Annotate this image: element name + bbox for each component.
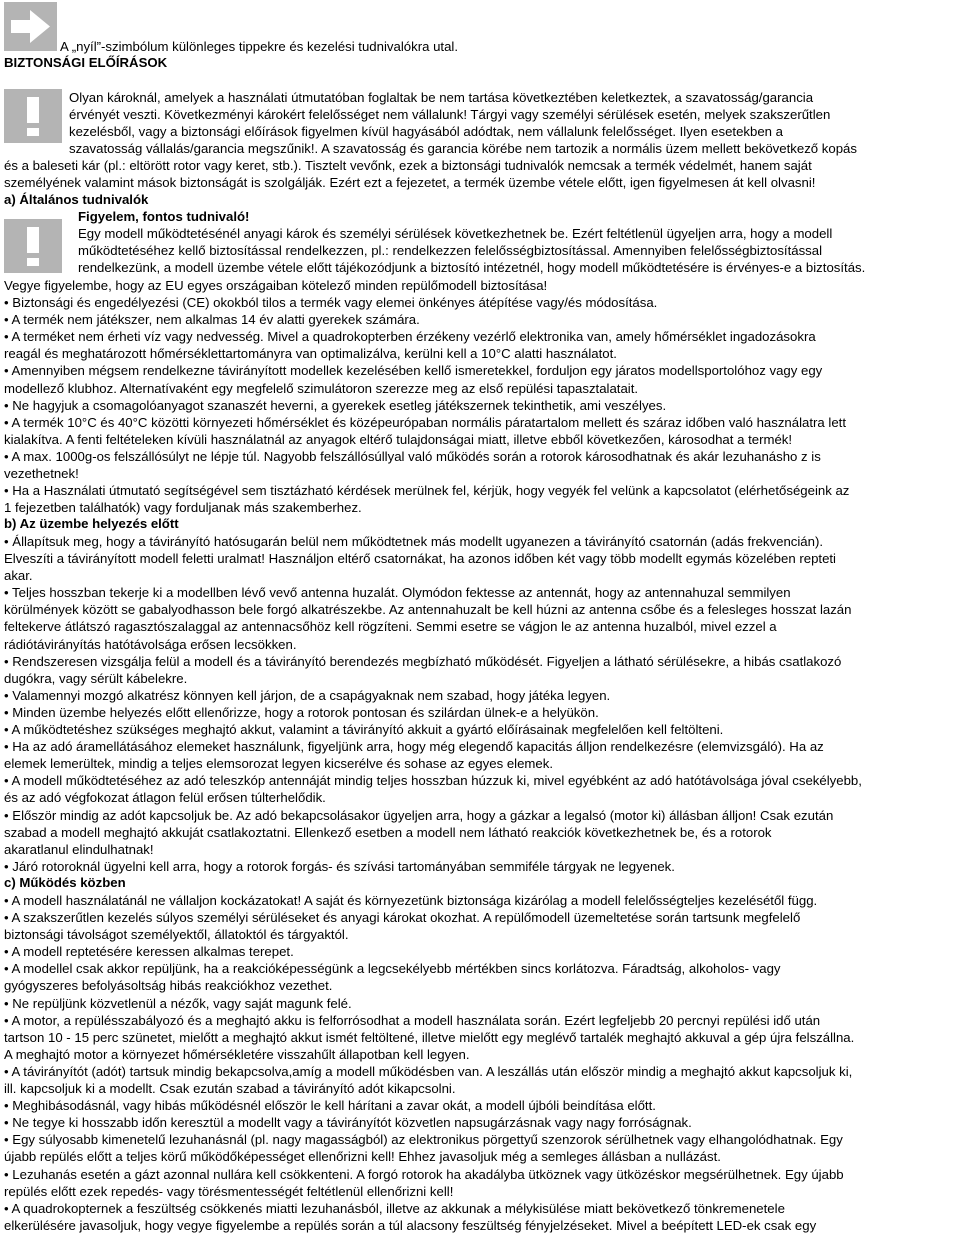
text-line: • Amennyiben mégsem rendelkezne távirányított modellek kezelésében kellő ismeretekkel, forduljon egy járatos modellsportolóhoz vagy egy	[4, 363, 823, 379]
text-line: • A terméket nem érheti víz vagy nedvesség. Mivel a quadrokopterben érzékeny vezérlő elektronika van, amely hőmérséklet ingadozásokra	[4, 329, 816, 345]
section-heading-safety: BIZTONSÁGI ELŐÍRÁSOK	[4, 55, 168, 70]
warning-text-line: érvényét veszti. Következményi károkért felelősséget nem vállalunk! Tárgyi vagy személyi sérülések esetén, melyek szakszerűtlen	[69, 107, 831, 122]
text-block-1	[4, 277, 956, 516]
arrow-icon	[4, 2, 57, 51]
text-line: • A modell működtetéséhez az adó teleszkóp antennáját mindig teljes hosszban húzzuk ki, mivel egyébként az adó hatótávolsága jóval csekélyebb,	[4, 773, 862, 789]
text-line: • A távirányítót (adót) tartsuk mindig bekapcsolva,amíg a modell működésben van. A leszállás után először mindig a meghajtó akkut kapcsoljuk ki,	[4, 1063, 853, 1079]
text-line: • Állapítsuk meg, hogy a távirányító hatósugarán belül nem működtetnek más modellt ugyanezen a távirányító csatornán (adás frekvencián).	[4, 534, 824, 549]
text-line: rádiótávirányítás hatótávolsága erősen lecsökken.	[4, 636, 297, 652]
text-line: • A modell reptetésére keressen alkalmas terepet.	[4, 944, 294, 960]
section-heading-c: c) Működés közben	[4, 875, 126, 890]
warning-text-line: szavatosság vállalás/garancia megszűnik!. A szavatosság és garancia körébe nem tartozik a normális üzem mellett bekövetkező kopás	[69, 141, 857, 156]
text-line: • Biztonsági és engedélyezési (CE) okokból tilos a termék vagy elemei önkényes átépítése vagy/és módosítása.	[4, 295, 658, 311]
notice-text-line: Egy modell működtetésénél anyagi károk és személyi sérülések következhetnek be. Ezért feltétlenül ügyeljen arra, hogy a modell	[78, 226, 833, 241]
text-line: körülmények között se gabalyodhasson bele forgó alkatrészekbe. Az antennahuzalt be kell húzni az antenna csőbe és a felesleges hosszat lazán	[4, 602, 852, 618]
text-line: • A szakszerűtlen kezelés súlyos személyi sérüléseket és anyagi károkat okozhat. A repülőmodell üzemeltetése során tartsunk megfelelő	[4, 910, 801, 926]
warning-icon	[4, 219, 62, 273]
text-line: • Ne tegye ki hosszabb időn keresztül a modellt vagy a távirányítót közvetlen napsugárzásnak vagy nagy forróságnak.	[4, 1115, 692, 1131]
warning-text-line: személyének valamint mások biztonságát is szolgálják. Ezért ezt a fejezetet, a termék üzembe vétele előtt, igen figyelmesen át kell olvasni!	[4, 175, 816, 190]
text-line: • A quadrokopternek a feszültség csökkenés miatti lezuhanásból, illetve az akkunak a mélykisülése miatt bekövetkező tönkremenetele	[4, 1200, 785, 1216]
text-line: kialakítva. A fenti feltételeken kívüli használatnál az anyagok eltérő tulajdonságai miatt, illetve ebből következően, károsodhat a termék!	[4, 431, 793, 447]
text-line: • Teljes hosszban tekerje ki a modellben lévő vevő antenna huzalát. Olymódon fektesse az antennát, hogy az antennahuzal semmilyen	[4, 585, 791, 601]
text-line: Elveszíti a távirányított modell feletti uralmat! Használjon eltérő csatornákat, ha azonos időben két vagy több modellt egymás közelében repteti	[4, 551, 836, 567]
text-line: • Lezuhanás esetén a gázt azonnal nullára kell csökkenteni. A forgó rotorok ha akadályba ütköznek vagy ütközéskor megsérülhetnek. Egy újabb	[4, 1166, 844, 1182]
notice-text-line: működtetéséhez kellő biztosítással rendelkezzen, pl.: rendelkezzen felelősségbiztosítással. Amennyiben felelősségbiztosítással	[78, 243, 823, 258]
text-line: és az adó végfokozat átlagon felül erősen túlterhelődik.	[4, 790, 326, 806]
text-line: elkerülésére javasoljuk, hogy vegye figyelembe a repülés során a túl alacsony feszültség fényjelzéseket. Mivel a beépített LED-ek csak egy	[4, 1217, 817, 1233]
text-line: • A modellel csak akkor repüljünk, ha a reakcióképességünk a legcsekélyebb mértékben sincs korlátozva. Fáradtság, alkoholos- vagy	[4, 961, 781, 977]
text-line: 1 fejezetben találhatók) vagy forduljanak más szakemberhez.	[4, 500, 362, 516]
text-line: • A motor, a repülésszabályozó és a meghajtó akku is felforrósodhat a modell használata során. Ezért legfeljebb 20 percnyi repülési idő után	[4, 1012, 821, 1028]
text-line: • A termék 10°C és 40°C közötti környezeti hőmérséklet és középeurópaban normális páratartalom mellett és száraz időben való használatra lett	[4, 414, 847, 430]
text-line: • Ne hagyjuk a csomagolóanyagot szanaszét heverni, a gyerekek esetleg játékszernek tekinthetik, ami veszélyes.	[4, 397, 667, 413]
text-line: tartson 10 - 15 perc szünetet, mielőtt a meghajtó akkut ismét feltöltené, illetve mielőtt egy meglévő tartalék meghajtó akkuval a gép újra felszállna.	[4, 1029, 855, 1045]
text-line: • Rendszeresen vizsgálja felül a modell és a távirányító berendezés megbízható működését. Figyeljen a látható sérülésekre, a hibás csatlakozó	[4, 653, 842, 669]
text-line: modellező klubhoz. Alternatívaként egy megfelelő szimulátoron szerezze meg az első repülési tapasztalatait.	[4, 380, 639, 396]
text-line: • A termék nem játékszer, nem alkalmas 14 év alatti gyerekek számára.	[4, 312, 420, 328]
text-line: akar.	[4, 568, 33, 584]
text-line: • Ha az adó áramellátásához elemeket használunk, figyeljünk arra, hogy még elegendő kapacitás álljon rendelkezésre (elemvizsgáló). Ha az	[4, 739, 824, 755]
text-line: • Egy súlyosabb kimenetelű lezuhanásnál (pl. nagy magasságból) az elektronikus pörgettyű szenzorok sérülhetnek vagy elhangolódhatnak. Egy	[4, 1132, 843, 1148]
warning-text-line: és a baleseti kár (pl.: eltörött rotor vagy keret, stb.). Tisztelt vevőnk, ezek a biztonsági tudnivalók nemcsak a termék védelmét, hanem saját	[4, 158, 812, 173]
text-line: akaratlanul elindulhatnak!	[4, 841, 154, 857]
text-line: • Ha a Használati útmutató segítségével sem tisztázható kérdések merülnek fel, kérjük, hogy vegyék fel velünk a kapcsolatot (elérhetőségeink az	[4, 483, 850, 499]
text-line: biztonsági távolságot személyektől, állatoktól és tárgyaktól.	[4, 927, 349, 943]
text-line: • A modell használatánál ne vállaljon kockázatokat! A saját és környezetünk biztonsága kizárólag a modell felelősségteljes kezelésétől függ.	[4, 893, 818, 908]
text-line: • Valamennyi mozgó alkatrész könnyen kell járjon, de a csapágyaknak nem szabad, hogy játéka legyen.	[4, 687, 611, 703]
text-line: elemek lemerültek, mindig a teljes elemsorozat legyen kicserélve és sohase az egyes elemek.	[4, 756, 554, 772]
text-line: • A max. 1000g-os felszállósúlyt ne lépje túl. Nagyobb felszállósúllyal való működés során a rotorok károsodhatnak és akár lezuhanásho z is	[4, 448, 821, 464]
text-line: szabad a modell meghajtó akkuját csatlakoztatni. Ellenkező esetben a modell nem látható reakciók következhetnek be, és a rotorok	[4, 824, 772, 840]
section-heading-b: b) Az üzembe helyezés előtt	[4, 516, 179, 531]
important-note-heading: Figyelem, fontos tudnivaló!	[78, 209, 250, 224]
text-line: • Először mindig az adót kapcsoljuk be. Az adó bekapcsolásakor ügyeljen arra, hogy a gázkar a legalsó (motor ki) állásban álljon! Csak ezután	[4, 807, 834, 823]
warning-text-line: kezelésből, vagy a biztonsági előírások figyelmen kívül hagyásából adódtak, nem vállalunk felelősséget. Ilyen esetekben a	[69, 124, 784, 139]
text-line: Vegye figyelembe, hogy az EU egyes országaiban kötelező minden repülőmodell biztosítása!	[4, 278, 548, 293]
text-line: dugókra, vagy sérült kábelekre.	[4, 670, 188, 686]
notice-text-line: rendelkezünk, a modell üzembe vétele előtt tájékozódjunk a biztosító intézetnél, hogy modell működtetésére is érvényes-e a biztosítás.	[78, 260, 866, 275]
text-line: feltekerve átlátszó ragasztószalaggal az antennacsőhöz kell rögzíteni. Semmi esetre se vágjon le az antenna huzalból, mivel ezzel a	[4, 619, 777, 635]
warning-icon	[4, 89, 62, 143]
text-line: A meghajtó motor a környezet hőmérsékletére visszahűlt állapotban kell legyen.	[4, 1046, 470, 1062]
section-heading-a: a) Általános tudnivalók	[4, 192, 149, 207]
text-line: repülés előtt ezek repedés- vagy törésmentességét feltétlenül ellenőrizni kell!	[4, 1183, 454, 1199]
text-line: reagál és meghatározott hőmérséklettartományra van optimalizálva, kerülni kell a 10°C alatti használatot.	[4, 346, 617, 362]
warning-text-line: Olyan károknál, amelyek a használati útmutatóban foglaltak be nem tartása következtében keletkeztek, a szavatosság/garancia	[69, 90, 814, 105]
text-line: • Járó rotoroknál ügyelni kell arra, hogy a rotorok forgás- és szívási tartományában semmiféle tárgyak ne legyenek.	[4, 858, 675, 874]
text-line: • A működtetéshez szükséges meghajtó akkut, valamint a távirányító akkuit a gyártó előírásainak megfelelően kell feltölteni.	[4, 722, 724, 738]
text-block-2	[4, 533, 956, 875]
text-line: gyógyszeres befolyásoltság hibás reakciókhoz vezethet.	[4, 978, 333, 994]
text-line: • Meghibásodásnál, vagy hibás működésnél először le kell hárítani a zavar okát, a modell újbóli beindítása előtt.	[4, 1098, 656, 1114]
text-line: újabb repülés előtt a teljes körű működőképességet ellenőrizni kell! Ehhez javasoljuk még a semleges állásban a nullázást.	[4, 1149, 721, 1165]
text-block-3	[4, 892, 956, 1234]
arrow-note: A „nyíl”-szimbólum különleges tippekre és kezelési tudnivalókra utal.	[60, 39, 459, 54]
text-line: • Ne repüljünk közvetlenül a nézők, vagy saját magunk felé.	[4, 995, 352, 1011]
text-line: vezethetnek!	[4, 466, 79, 482]
text-line: ill. kapcsoljuk ki a modellt. Csak ezután szabad a távirányító adót kikapcsolni.	[4, 1081, 456, 1097]
text-line: • Minden üzembe helyezés előtt ellenőrizze, hogy a rotorok pontosan és szilárdan ülnek-e a helyükön.	[4, 704, 599, 720]
